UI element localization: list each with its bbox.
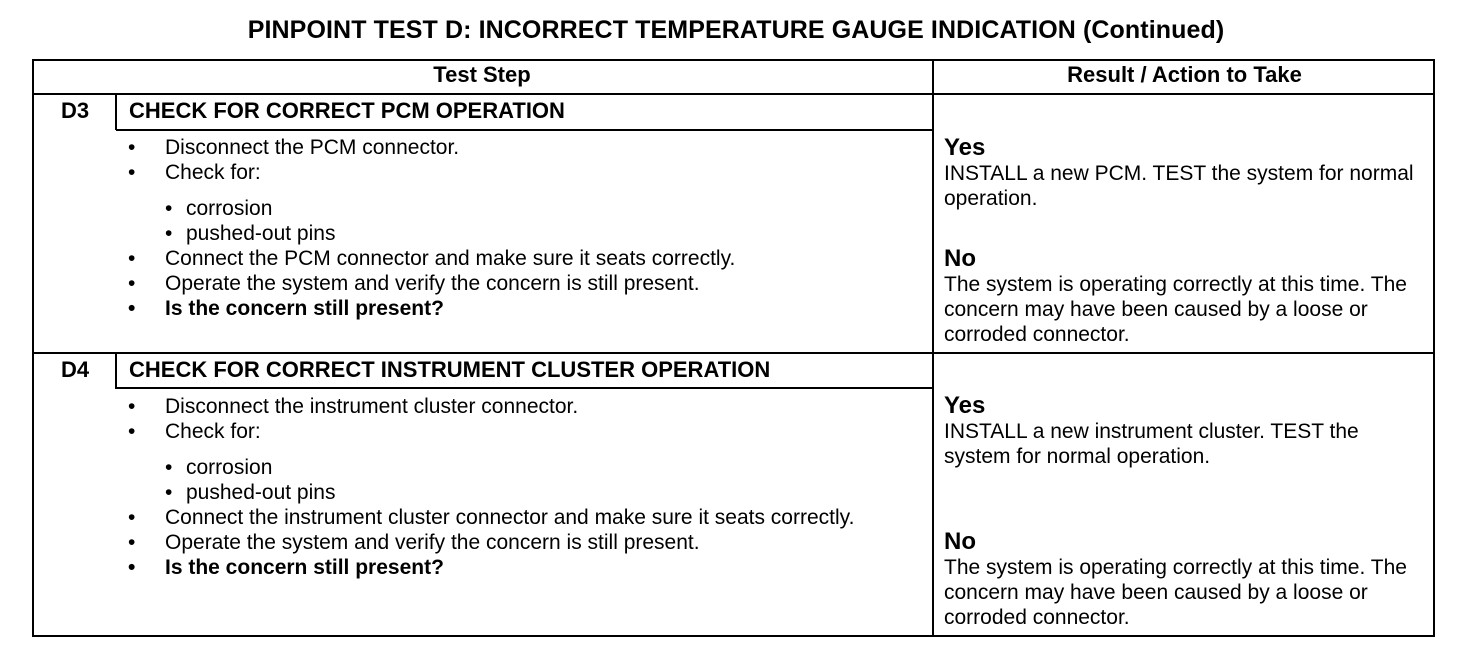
step-title-d4: CHECK FOR CORRECT INSTRUMENT CLUSTER OPERATION	[129, 357, 771, 382]
list-item: • Connect the PCM connector and make sure it seats correctly.	[128, 247, 736, 270]
sub-list-item: • corrosion	[165, 456, 273, 479]
result-action-header: Result / Action to Take	[1067, 62, 1302, 87]
no-action: The system is operating correctly at this time. The concern may have been caused by a loose or corroded connector.	[944, 273, 1407, 346]
d4-title-underline	[116, 387, 932, 389]
test-step-header: Test Step	[433, 62, 531, 87]
step-id-d3: D3	[60, 98, 90, 123]
d4-result-no	[944, 528, 1429, 630]
list-item: • Operate the system and verify the concern is still present.	[128, 531, 700, 554]
list-item: • Operate the system and verify the concern is still present.	[128, 272, 700, 295]
sub-list-item: • corrosion	[165, 197, 273, 220]
list-item: • Disconnect the PCM connector.	[128, 136, 460, 159]
yes-label: Yes	[944, 134, 986, 161]
page-title: PINPOINT TEST D: INCORRECT TEMPERATURE GAUGE INDICATION (Continued)	[247, 16, 1225, 44]
step-d3-instructions	[128, 135, 918, 321]
list-item: • Check for:	[128, 420, 261, 443]
question-item: • Is the concern still present?	[128, 297, 444, 320]
no-label: No	[944, 245, 976, 272]
step-id-d4: D4	[60, 357, 90, 382]
column-divider	[932, 59, 934, 637]
step-title-d3: CHECK FOR CORRECT PCM OPERATION	[129, 98, 565, 123]
sub-list	[128, 455, 918, 505]
question-item: • Is the concern still present?	[128, 556, 444, 579]
no-label: No	[944, 528, 976, 555]
sub-list	[128, 196, 918, 246]
step-d4-instructions	[128, 394, 918, 580]
yes-action: INSTALL a new instrument cluster. TEST the system for normal operation.	[944, 420, 1359, 468]
d4-result-yes	[944, 392, 1429, 469]
d3-result-no	[944, 245, 1429, 347]
sub-list-item: • pushed-out pins	[165, 222, 336, 245]
step-divider	[32, 352, 1435, 354]
no-action: The system is operating correctly at this time. The concern may have been caused by a loose or corroded connector.	[944, 556, 1407, 629]
sub-list-item: • pushed-out pins	[165, 481, 336, 504]
yes-label: Yes	[944, 392, 986, 419]
list-item: • Check for:	[128, 161, 261, 184]
list-item: • Disconnect the instrument cluster connector.	[128, 395, 579, 418]
yes-action: INSTALL a new PCM. TEST the system for normal operation.	[944, 162, 1414, 210]
d3-title-underline	[116, 129, 932, 131]
list-item: • Connect the instrument cluster connector and make sure it seats correctly.	[128, 506, 855, 529]
header-divider	[32, 93, 1435, 95]
d3-result-yes	[944, 134, 1429, 211]
